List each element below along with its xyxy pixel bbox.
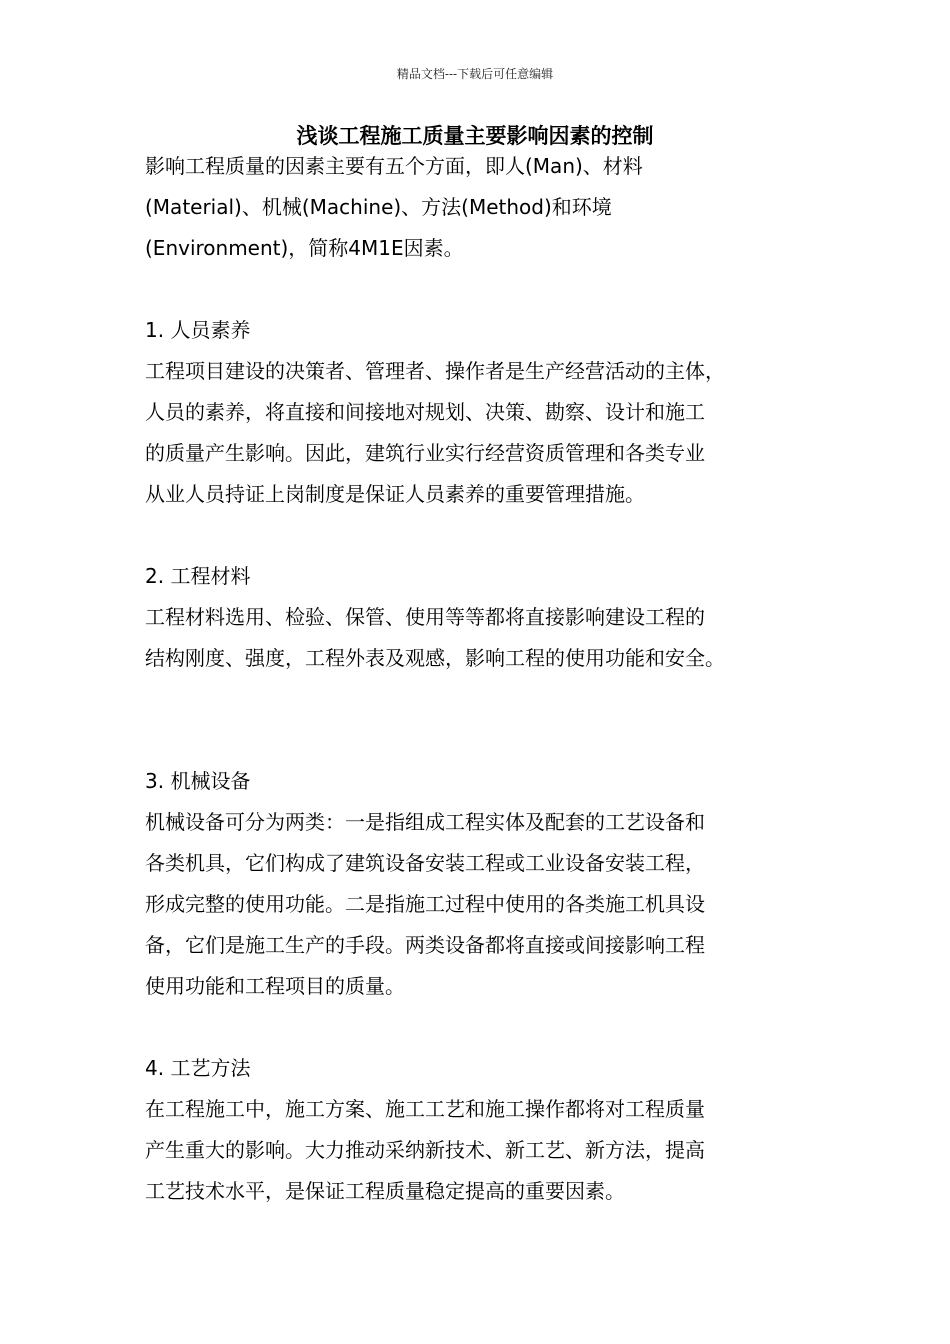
- section-heading: 1. 人员素养: [145, 318, 251, 342]
- section-materials: [145, 556, 805, 679]
- document-body: [145, 146, 805, 1212]
- page-header: 精品文档---下载后可任意编辑: [396, 67, 554, 81]
- paragraph-line: 从业人员持证上岗制度是保证人员素养的重要管理措施。: [145, 482, 645, 506]
- section-personnel: [145, 310, 805, 515]
- paragraph-line: 各类机具，它们构成了建筑设备安装工程或工业设备安装工程，: [145, 851, 705, 875]
- paragraph-line: 工程材料选用、检验、保管、使用等等都将直接影响建设工程的: [145, 605, 705, 629]
- paragraph-line: 备，它们是施工生产的手段。两类设备都将直接或间接影响工程: [145, 933, 705, 957]
- paragraph-line: 的质量产生影响。因此，建筑行业实行经营资质管理和各类专业: [145, 441, 705, 465]
- paragraph-line: 工艺技术水平，是保证工程质量稳定提高的重要因素。: [145, 1179, 625, 1203]
- paragraph-line: 机械设备可分为两类：一是指组成工程实体及配套的工艺设备和: [145, 810, 705, 834]
- paragraph-line: 影响工程质量的因素主要有五个方面，即人(Man)、材料: [145, 154, 643, 178]
- section-machinery: [145, 761, 805, 1007]
- section-heading: 4. 工艺方法: [145, 1056, 251, 1080]
- paragraph-line: 产生重大的影响。大力推动采纳新技术、新工艺、新方法，提高: [145, 1138, 705, 1162]
- paragraph-line: (Material)、机械(Machine)、方法(Method)和环境: [145, 195, 612, 219]
- section-heading: 3. 机械设备: [145, 769, 251, 793]
- section-heading: 2. 工程材料: [145, 564, 251, 588]
- intro-paragraph: [145, 146, 805, 269]
- paragraph-line: 人员的素养，将直接和间接地对规划、决策、勘察、设计和施工: [145, 400, 705, 424]
- paragraph-line: 形成完整的使用功能。二是指施工过程中使用的各类施工机具设: [145, 892, 705, 916]
- paragraph-line: 结构刚度、强度，工程外表及观感，影响工程的使用功能和安全。: [145, 646, 725, 670]
- document-title: 浅谈工程施工质量主要影响因素的控制: [296, 124, 654, 148]
- paragraph-line: 工程项目建设的决策者、管理者、操作者是生产经营活动的主体，: [145, 359, 725, 383]
- section-methods: [145, 1048, 805, 1212]
- paragraph-line: 在工程施工中，施工方案、施工工艺和施工操作都将对工程质量: [145, 1097, 705, 1121]
- paragraph-line: (Environment)，简称4M1E因素。: [145, 236, 464, 260]
- paragraph-line: 使用功能和工程项目的质量。: [145, 974, 405, 998]
